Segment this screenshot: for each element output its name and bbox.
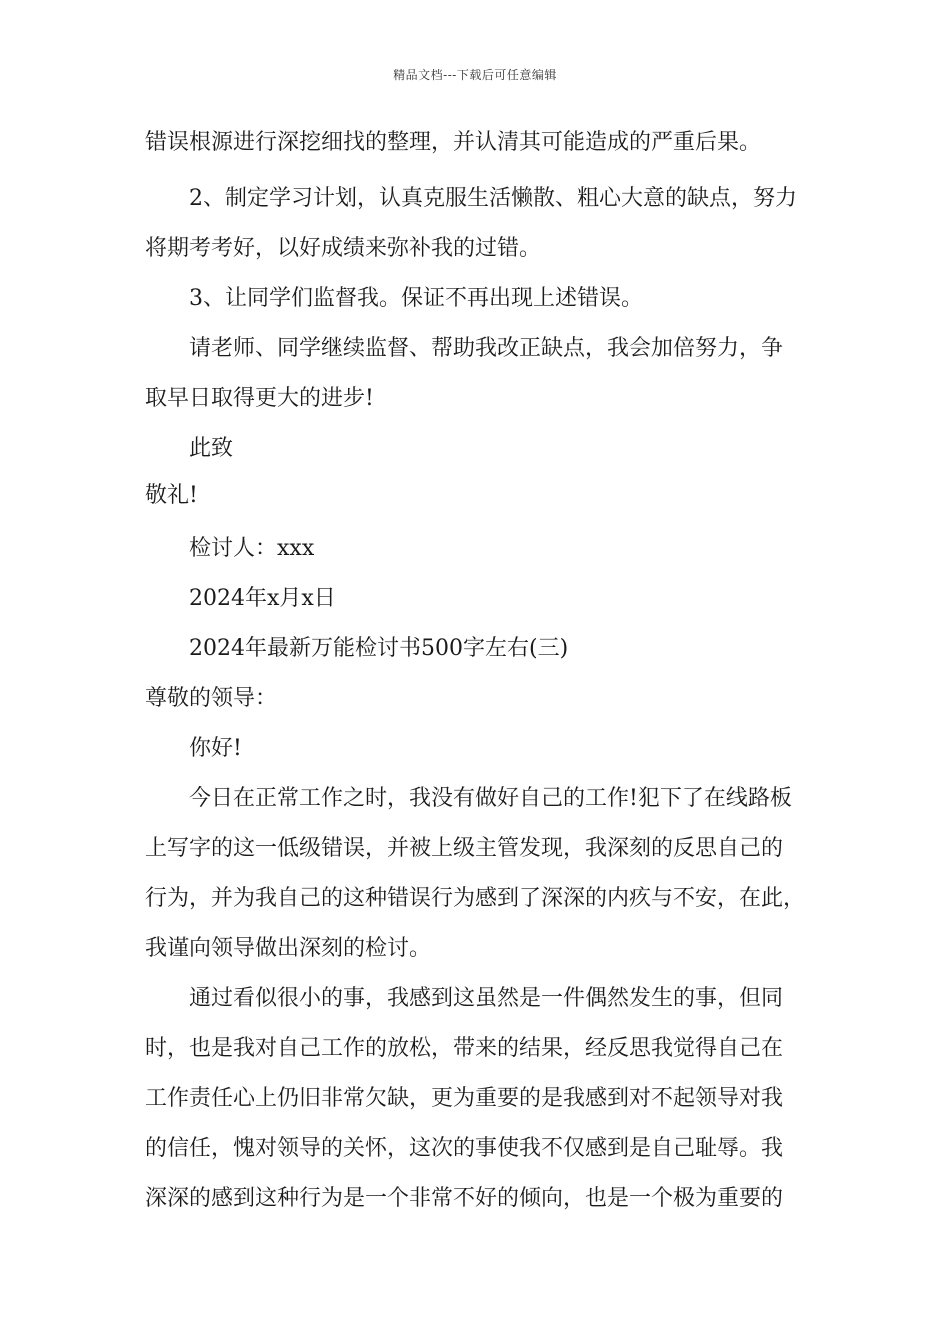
text-line: 上写字的这一低级错误，并被上级主管发现，我深刻的反思自己的: [145, 836, 784, 861]
text-line: 时，也是我对自己工作的放松，带来的结果，经反思我觉得自己在: [145, 1036, 784, 1061]
text-line: 2、制定学习计划，认真克服生活懒散、粗心大意的缺点，努力: [189, 186, 797, 211]
text-line: 请老师、同学继续监督、帮助我改正缺点，我会加倍努力，争: [189, 336, 784, 361]
text-line: 深深的感到这种行为是一个非常不好的倾向，也是一个极为重要的: [145, 1186, 784, 1211]
closing-regards: 敬礼!: [145, 483, 198, 508]
closing-salutation: 此致: [189, 436, 234, 461]
text-line: 3、让同学们监督我。保证不再出现上述错误。: [189, 286, 643, 311]
text-line: 工作责任心上仍旧非常欠缺，更为重要的是我感到对不起领导对我: [145, 1086, 784, 1111]
date-line: 2024年x月x日: [189, 586, 336, 611]
greeting-line: 你好!: [189, 736, 242, 761]
text-line: 的信任，愧对领导的关怀，这次的事使我不仅感到是自己耻辱。我: [145, 1136, 784, 1161]
signature-line: 检讨人：xxx: [189, 536, 315, 561]
text-line: 今日在正常工作之时，我没有做好自己的工作!犯下了在线路板: [189, 786, 792, 811]
text-line: 行为，并为我自己的这种错误行为感到了深深的内疚与不安，在此，: [145, 886, 806, 911]
text-line: 将期考考好，以好成绩来弥补我的过错。: [145, 236, 542, 261]
text-line: 通过看似很小的事，我感到这虽然是一件偶然发生的事，但同: [189, 986, 784, 1011]
text-line: 我谨向领导做出深刻的检讨。: [145, 936, 432, 961]
section-title: 2024年最新万能检讨书500字左右(三): [189, 636, 569, 661]
text-line: 取早日取得更大的进步!: [145, 386, 374, 411]
greeting-line: 尊敬的领导：: [145, 686, 278, 711]
page-header: 精品文档---下载后可任意编辑: [393, 68, 557, 82]
text-line: 错误根源进行深挖细找的整理，并认清其可能造成的严重后果。: [145, 130, 762, 155]
